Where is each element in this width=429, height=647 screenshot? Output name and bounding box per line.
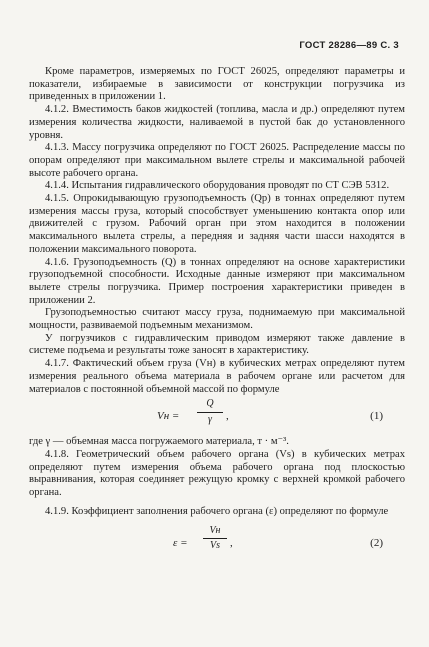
body-text [29,66,405,563]
paragraph: 4.1.7. Фактический объем груза (Vн) в кубических метрах определяют путем измерения реального объема материала в рабочем органе или расчетом для материалов с постоянной объемной массой по формуле [29,358,405,395]
paragraph: Кроме параметров, измеряемых по ГОСТ 26025, определяют параметры и показатели, избираемые в зависимости от конструкции погрузчика из приведенных в приложении 1. [29,66,405,103]
formula-2-fraction [203,525,227,553]
formula-2-denominator: Vs [210,540,220,552]
formula-1-comma: , [226,410,229,423]
paragraph: 4.1.4. Испытания гидравлического оборудования проводят по СТ СЭВ 5312. [45,180,390,192]
page-header: ГОСТ 28286—89 С. 3 [299,40,399,51]
formula-2-numerator: Vн [209,524,221,536]
paragraph: 4.1.9. Коэффициент заполнения рабочего органа (ε) определяют по формуле [45,505,389,517]
paragraph: 4.1.2. Вместимость баков жидкостей (топлива, масла и др.) определяют путем измерения количества жидкости, наливаемой в пустой бак до установленного уровня. [29,104,405,141]
formula-2 [29,519,405,563]
formula-1-fraction [197,398,223,426]
formula-1-lhs: Vн = [157,410,180,423]
paragraph: 4.1.3. Массу погрузчика определяют по ГОСТ 26025. Распределение массы по опорам определяют при максимальном вылете стрелы и максимальной рабочей высоте рабочего органа. [29,142,405,179]
paragraph: 4.1.8. Геометрический объем рабочего органа (Vs) в кубических метрах определяют путем измерения объема рабочего органа под плоскостью выравнивания, которая соединяет режущую кромку с верхней кромкой рабочего органа. [29,448,405,499]
formula-1 [29,396,405,436]
formula-2-comma: , [230,536,233,549]
paragraph: где γ — объемная масса погружаемого материала, т · м⁻³. [29,436,289,448]
formula-1-numerator: Q [206,398,214,410]
formula-2-number: (2) [370,536,383,549]
paragraph: 4.1.5. Опрокидывающую грузоподъемность (Qр) в тоннах определяют путем измерения массы груза, который способствует уменьшению контакта опор или движителей с грузом. Рабочий орган при этом находится в положении максимального вылета стрелы, а передняя и задняя части шасси находятся в положении максимального поворота. [29,193,405,255]
paragraph: 4.1.6. Грузоподъемность (Q) в тоннах определяют на основе характеристики грузоподъемной способности. Исходные данные измеряют при максимальном вылете стрелы погрузчика. Пример построения характеристики приведен в приложении 2. [29,256,405,306]
formula-1-number: (1) [370,410,383,423]
paragraph: Грузоподъемностью считают массу груза, поднимаемую при максимальной мощности, развиваемой подъемным механизмом. [29,307,405,332]
formula-2-lhs: ε = [173,536,188,549]
paragraph: У погрузчиков с гидравлическим приводом измеряют также давление в системе подъема и результаты тоже заносят в характеристику. [29,332,405,357]
formula-1-denominator: γ [208,413,212,425]
